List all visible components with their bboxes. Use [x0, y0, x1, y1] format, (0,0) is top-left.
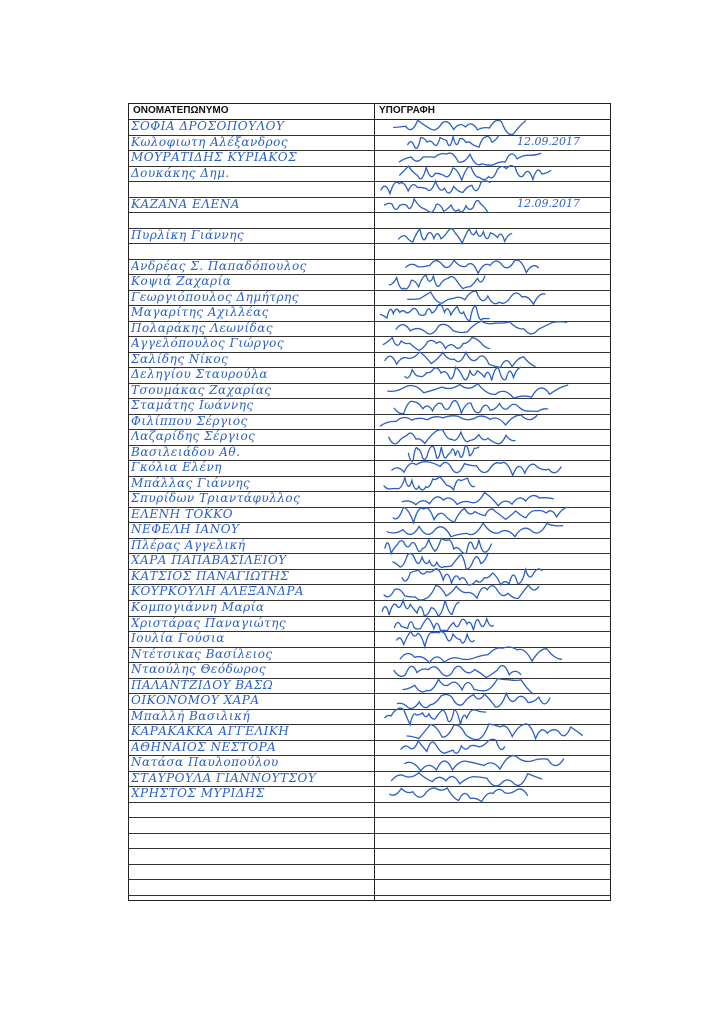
handwritten-name: Ιουλία Γούσια [131, 631, 225, 646]
handwritten-name: Σαλίδης Νίκος [131, 351, 229, 366]
handwritten-name: ΜΟΥΡΑΤΙΔΗΣ ΚΥΡΙΑΚΟΣ [131, 150, 298, 165]
handwritten-name: ΚΟΥΡΚΟΥΛΗ ΑΛΕΞΑΝΔΡΑ [131, 584, 305, 599]
handwritten-name: ΕΛΕΝΗ ΤΟΚΚΟ [131, 506, 234, 521]
handwritten-name [131, 243, 371, 260]
handwritten-name: Ντέτσικας Βασίλειος [131, 646, 273, 661]
handwritten-name: Φιλίππου Σέργιος [131, 413, 248, 428]
signature-stroke [396, 321, 566, 334]
handwritten-name: Πλέρας Αγγελική [131, 537, 246, 552]
handwritten-name: ΧΑΡΑ ΠΑΠΑΒΑΣΙΛΕΙΟΥ [131, 553, 287, 568]
handwritten-name: Λαζαρίδης Σέργιος [131, 429, 256, 444]
handwritten-name [131, 212, 371, 229]
handwritten-name [131, 817, 371, 834]
handwritten-name: Νατάσα Παυλοπούλου [131, 755, 279, 770]
handwritten-name: ΝΕΦΕΛΗ ΙΑΝΟΥ [131, 522, 240, 537]
handwritten-name [131, 848, 371, 865]
handwritten-name: Κοψιά Ζαχαρία [131, 274, 232, 289]
handwritten-name: Πολαράκης Λεωνίδας [131, 320, 274, 335]
signature-stroke [401, 739, 505, 753]
handwritten-name: ΠΑΛΑΝΤΖΙΔΟΥ ΒΑΣΩ [131, 677, 274, 692]
handwritten-name [131, 833, 371, 850]
handwritten-name: ΣΤΑΥΡΟΥΛΑ ΓΙΑΝΝΟΥΤΣΟΥ [131, 770, 317, 785]
handwritten-name: Μαγαρίτης Αχιλλέας [131, 305, 269, 320]
handwritten-name: Γεωργιόπουλος Δημήτρης [131, 289, 299, 304]
handwritten-name: Κομπογιάννη Μαρία [131, 599, 265, 614]
handwritten-signature [377, 876, 609, 898]
handwritten-name: Κωλοφιωτη Αλέξανδρος [131, 134, 289, 149]
header-signature-column: ΥΠΟΓΡΑΦΗ [379, 105, 435, 116]
signature-stroke [408, 135, 499, 148]
handwritten-name [131, 802, 371, 819]
handwritten-name: Πυρλίκη Γιάννης [131, 227, 245, 242]
handwritten-name: Δεληγίου Σταυρούλα [131, 367, 268, 382]
handwritten-name: Ανδρέας Σ. Παπαδόπουλος [131, 258, 307, 273]
handwritten-date: 12.09.2017 [517, 134, 580, 148]
handwritten-name: Αγγελόπουλος Γιώργος [131, 336, 285, 351]
handwritten-name: ΣΟΦΙΑ ΔΡΟΣΟΠΟΥΛΟΥ [131, 119, 285, 133]
handwritten-name: Νταούλης Θεόδωρος [131, 662, 267, 677]
signature-rows [129, 120, 610, 896]
handwritten-name: Σταμάτης Ιωάννης [131, 398, 254, 413]
handwritten-name: ΧΡΗΣΤΟΣ ΜΥΡΙΔΗΣ [131, 786, 265, 801]
handwritten-name: Γκόλια Ελένη [131, 460, 222, 475]
handwritten-name: Χριστάρας Παναγιώτης [131, 615, 287, 630]
handwritten-name [131, 864, 371, 881]
handwritten-name: Τσουμάκας Ζαχαρίας [131, 382, 272, 397]
handwritten-name: Δουκάκης Δημ. [131, 165, 230, 180]
handwritten-name: ΚΑΖΑΝΑ ΕΛΕΝΑ [131, 196, 240, 211]
handwritten-date: 12.09.2017 [517, 196, 580, 210]
handwritten-name: Μπάλλας Γιάννης [131, 475, 251, 490]
handwritten-name: Μπαλλή Βασιλική [131, 708, 251, 723]
handwritten-name: ΚΑΡΑΚΑΚΚΑ ΑΓΓΕΛΙΚΗ [131, 724, 290, 739]
handwritten-name [131, 879, 371, 896]
handwritten-name [131, 181, 371, 198]
signature-row [129, 880, 610, 896]
handwritten-name: Βασιλειάδου Αθ. [131, 444, 241, 459]
handwritten-name: Σπυρίδων Τριαντάφυλλος [131, 491, 301, 506]
handwritten-name: ΟΙΚΟΝΟΜΟΥ ΧΑΡΑ [131, 693, 260, 708]
header-name-column: ΟΝΟΜΑΤΕΠΩΝΥΜΟ [133, 105, 229, 116]
signature-stroke [381, 181, 490, 194]
signature-stroke [405, 367, 521, 380]
signature-stroke [380, 415, 537, 426]
handwritten-name: ΑΘΗΝΑΙΟΣ ΝΕΣΤΟΡΑ [131, 739, 277, 754]
signature-sheet [128, 103, 611, 901]
handwritten-name: ΚΑΤΣΙΟΣ ΠΑΝΑΓΙΩΤΗΣ [131, 568, 290, 583]
